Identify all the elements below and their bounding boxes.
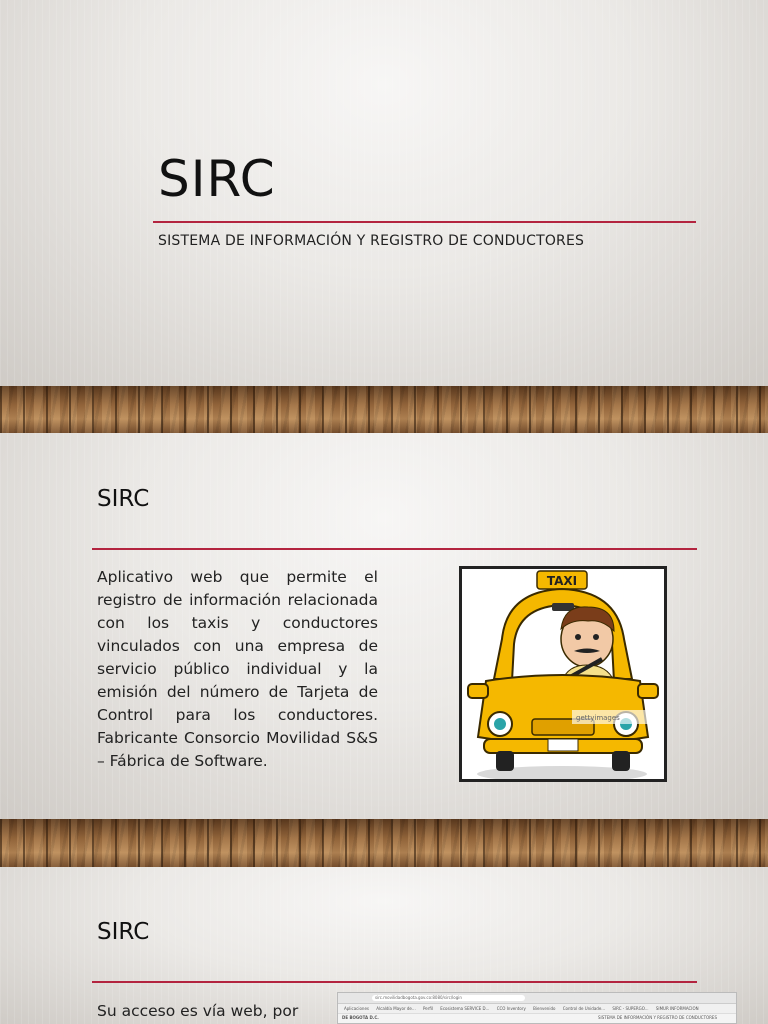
wood-floor-strip [0, 386, 768, 433]
background-texture [0, 0, 768, 386]
bookmark-item: Bienvenido [533, 1006, 556, 1011]
browser-page-content [338, 1014, 736, 1021]
heading-divider [92, 548, 697, 550]
browser-screenshot [337, 992, 737, 1024]
slide-description [0, 433, 768, 819]
address-bar: sirc.movilidadbogota.gov.co:8080/sirc/login [372, 995, 525, 1001]
wood-floor-strip [0, 819, 768, 867]
watermark-text: gettyimages [576, 714, 620, 722]
bookmarks-bar [338, 1004, 736, 1014]
access-paragraph: Su acceso es vía web, por [97, 1002, 299, 1020]
bookmark-item: Alcaldía Mayor de... [376, 1006, 416, 1011]
bookmark-item: Control de Unidade... [562, 1006, 606, 1011]
bookmark-item: SIRC - SUPERGO... [612, 1006, 649, 1011]
slide-access [0, 867, 768, 1024]
slide-title [0, 0, 768, 386]
page-left-text: DE BOGOTA D.C. [342, 1015, 379, 1020]
taxi-driver-image [462, 569, 664, 779]
slide-title-heading: SIRC [158, 150, 276, 208]
bookmark-item: Ecosistema SERVICE D... [440, 1006, 490, 1011]
slide-heading: SIRC [97, 919, 150, 945]
slide-heading: SIRC [97, 486, 150, 512]
heading-divider [92, 981, 697, 983]
bookmark-item: SIMUR INFORMACION [655, 1006, 699, 1011]
bookmark-item: Perfil [423, 1006, 434, 1011]
description-paragraph: Aplicativo web que permite el registro de información relacionada con los taxis y conductores vinculados con una empresa de servicio público individual y la emisión del número de Tarjeta de Control para los conductores. Fabricante Consorcio Movilidad S&S – Fábrica de Software. [97, 568, 378, 770]
browser-toolbar [338, 993, 736, 1004]
bookmark-item: Aplicaciones [344, 1006, 369, 1011]
taxi-sign-text: TAXI [546, 574, 578, 588]
slide-subtitle: SISTEMA DE INFORMACIÓN Y REGISTRO DE CONDUCTORES [158, 233, 585, 249]
page-right-text: SISTEMA DE INFORMACIÓN Y REGISTRO DE CONDUCTORES [598, 1015, 718, 1020]
bookmark-item: CCO Inventory [496, 1006, 526, 1011]
title-divider [153, 221, 696, 223]
taxi-illustration [459, 566, 667, 782]
